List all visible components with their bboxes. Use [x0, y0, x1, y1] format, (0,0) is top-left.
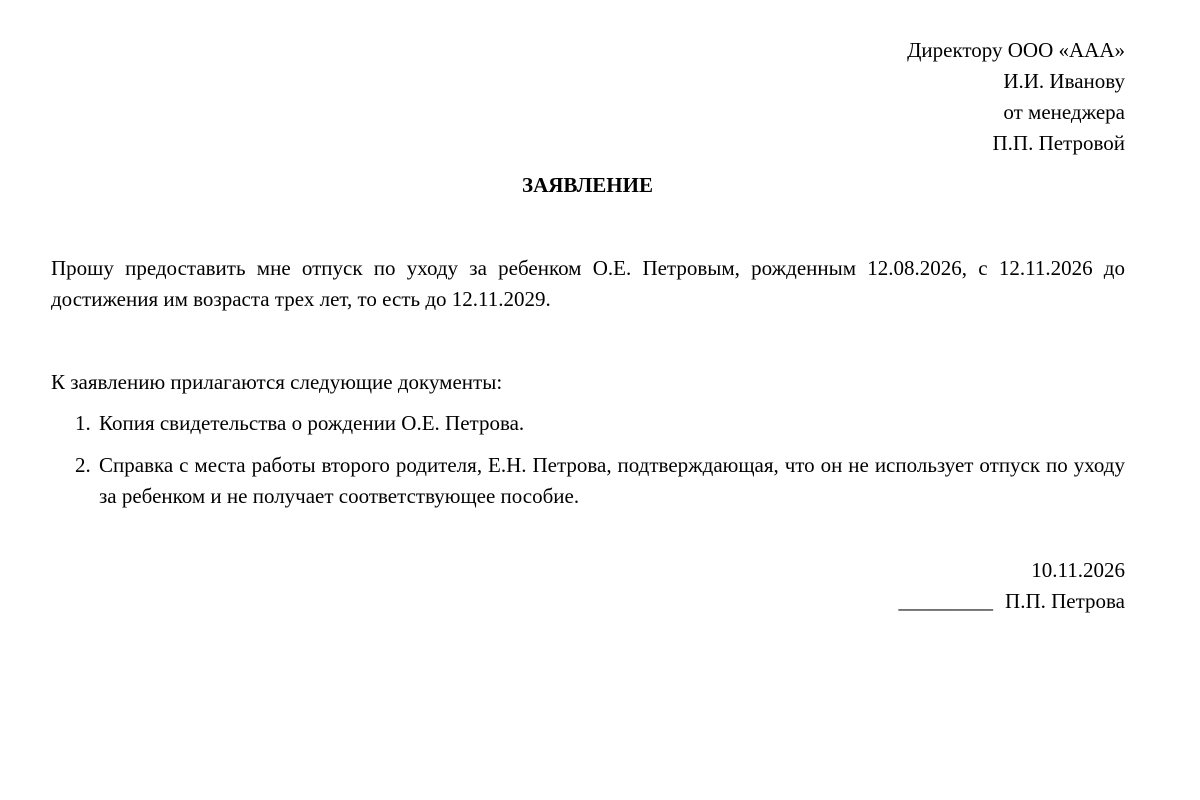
signature-blank: _________	[898, 589, 994, 613]
sender-line-1: от менеджера	[1003, 100, 1125, 124]
list-item	[51, 450, 1125, 512]
signature-line	[525, 586, 1125, 617]
addressee-line-1: Директору ООО «ААА»	[907, 38, 1125, 62]
document-title: ЗАЯВЛЕНИЕ	[522, 173, 653, 197]
list-item-text: Справка с места работы второго родителя, Е.Н. Петрова, подтверждающая, что он не использует отпуск по уходу за ребенком и не получает соответствующее пособие.	[99, 453, 1125, 508]
list-item-text: Копия свидетельства о рождении О.Е. Петрова.	[99, 411, 525, 435]
signature-block	[525, 555, 1125, 617]
addressee-line-2: И.И. Иванову	[1003, 69, 1125, 93]
sender-line-2: П.П. Петровой	[992, 131, 1125, 155]
list-item-number: 1.	[75, 411, 91, 435]
attachments-intro: К заявлению прилагаются следующие документы:	[51, 370, 503, 394]
attachments-list	[51, 408, 1125, 523]
signature-date: 10.11.2026	[1031, 558, 1125, 582]
list-item	[51, 408, 1125, 439]
addressee-block	[525, 35, 1125, 159]
signature-name: П.П. Петрова	[1005, 589, 1125, 613]
request-paragraph: Прошу предоставить мне отпуск по уходу за ребенком О.Е. Петровым, рожденным 12.08.2026, с 12.11.2026 до достижения им возраста трех лет, то есть до 12.11.2029.	[51, 256, 1125, 311]
list-item-number: 2.	[75, 453, 91, 477]
